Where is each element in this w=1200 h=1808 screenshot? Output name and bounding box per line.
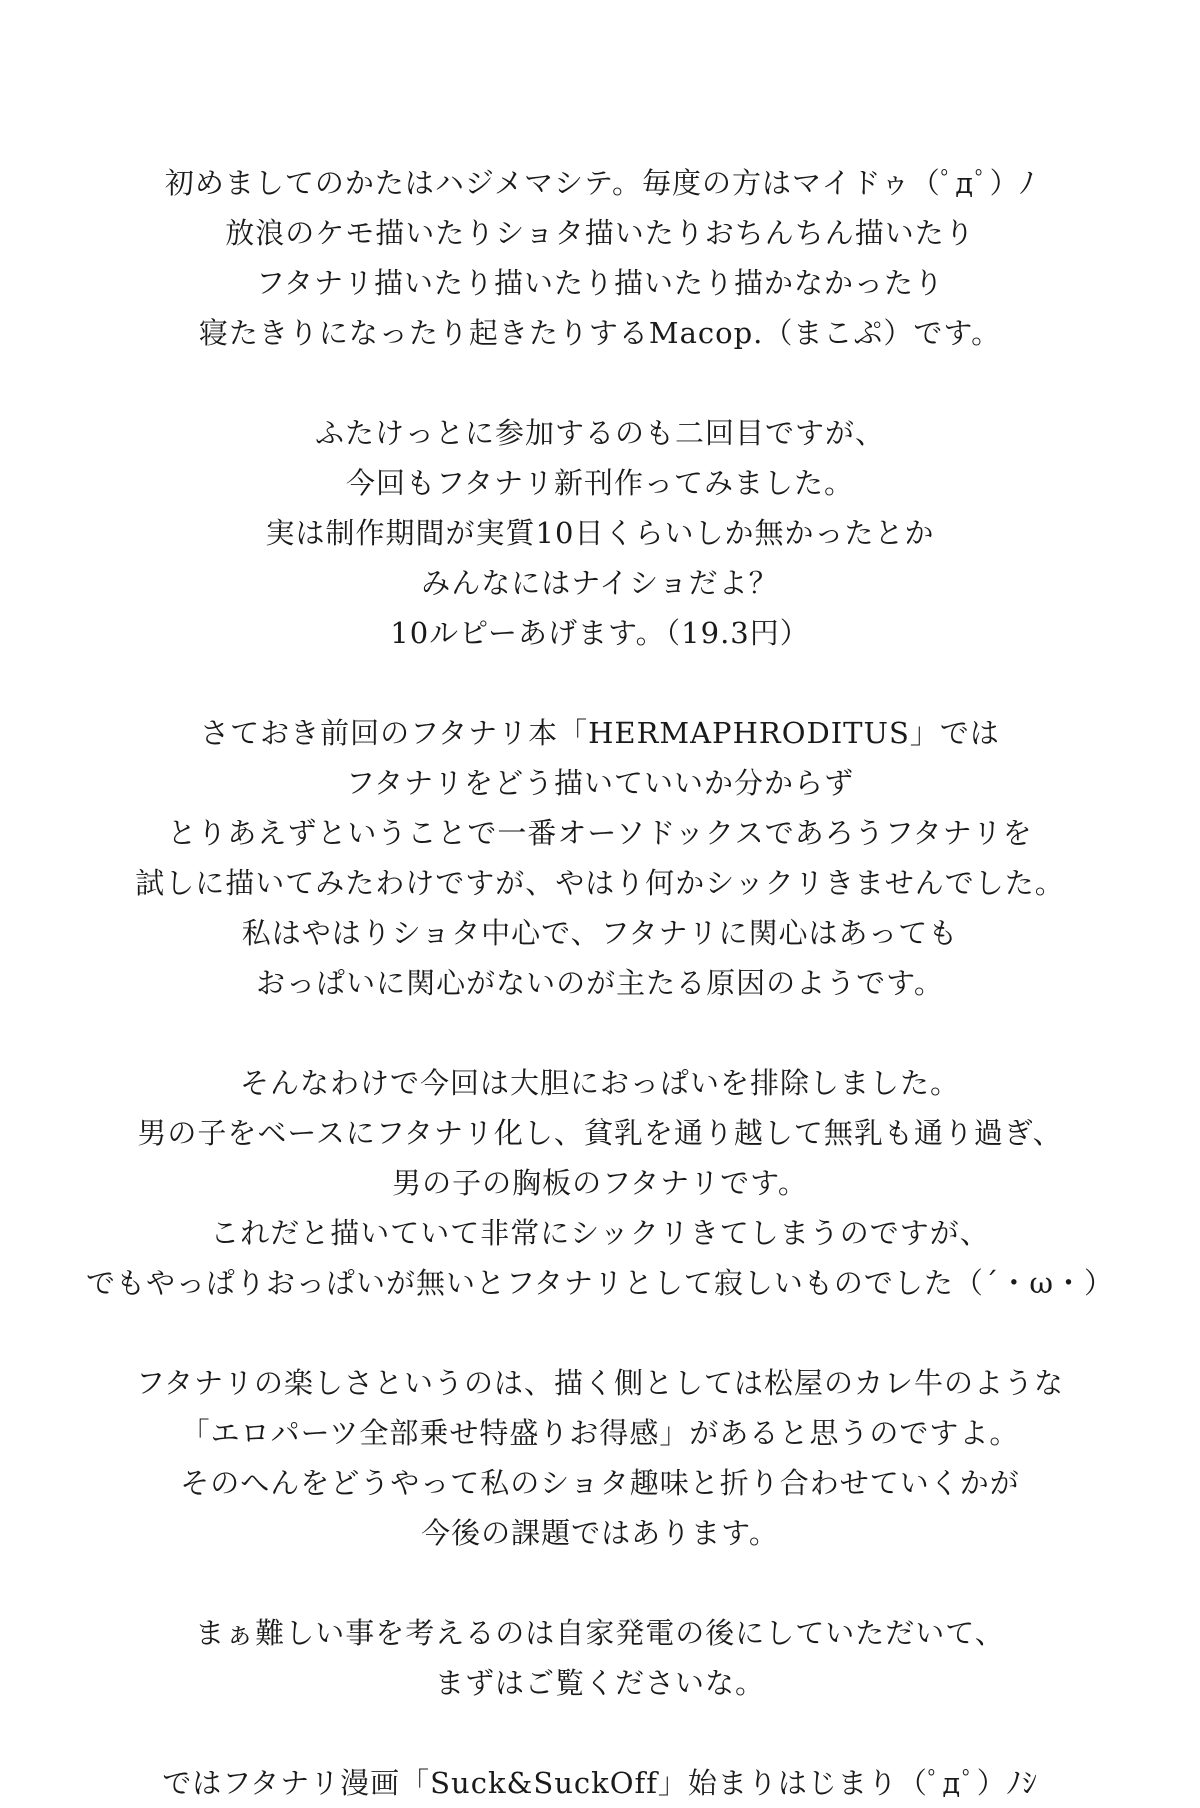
text-line: おっぱいに関心がないのが主たる原因のようです。 [256,966,944,1000]
text-line: フタナリをどう描いていいか分からず [346,766,854,800]
text-line: これだと描いていて非常にシックリきてしまうのですが、 [210,1216,990,1250]
text-line: まずはご覧くださいな。 [434,1666,765,1700]
text-line: そのへんをどうやって私のショタ趣味と折り合わせていくかが [180,1466,1020,1500]
text-line: とりあえずということで一番オーソドックスであろうフタナリを [167,816,1033,850]
text-line: 男の子をベースにフタナリ化し、貧乳を通り越して無乳も通り過ぎ、 [137,1116,1063,1150]
text-line: フタナリ描いたり描いたり描いたり描かなかったり [256,266,944,300]
paragraph-new-book [60,408,1140,658]
text-line: でもやっぱりおっぱいが無いとフタナリとして寂しいものでした（´・ω・） [85,1266,1115,1300]
text-line: 今回もフタナリ新刊作ってみました。 [346,466,854,500]
paragraph-fun [60,1358,1140,1558]
afterword-text [60,158,1140,1808]
text-line: 私はやはりショタ中心で、フタナリに関心はあっても [241,916,959,950]
text-line: 放浪のケモ描いたりショタ描いたりおちんちん描いたり [225,216,975,250]
paragraph-enjoy [60,1608,1140,1708]
paragraph-previous-book [60,708,1140,1008]
text-line: 寝たきりになったり起きたりするMacop.（まこぷ）です。 [198,316,1002,350]
text-line: 10ルピーあげます。（19.3円） [390,616,810,650]
text-line: ではフタナリ漫画「Suck&SuckOff」始まりはじまり（ﾟдﾟ）ﾉｼ [162,1766,1038,1800]
text-line: まぁ難しい事を考えるのは自家発電の後にしていただいて、 [195,1616,1005,1650]
text-line: ふたけっとに参加するのも二回目ですが、 [314,416,885,450]
text-line: 試しに描いてみたわけですが、やはり何かシックリきませんでした。 [135,866,1065,900]
text-line: 男の子の胸板のフタナリです。 [392,1166,808,1200]
paragraph-this-time [60,1058,1140,1308]
text-line: フタナリの楽しさというのは、描く側としては松屋のカレ牛のような [136,1366,1064,1400]
text-line: 実は制作期間が実質10日くらいしか無かったとか [265,516,935,550]
text-line: みんなにはナイショだよ？ [421,566,779,600]
text-line: 「エロパーツ全部乗せ特盛りお得感」があると思うのですよ。 [180,1416,1020,1450]
text-line: 初めましてのかたはハジメマシテ。毎度の方はマイドゥ（ﾟдﾟ）ﾉ [164,166,1036,200]
text-line: さておき前回のフタナリ本「HERMAPHRODITUS」では [200,716,1000,750]
paragraph-start [60,1758,1140,1808]
paragraph-greeting [60,158,1140,358]
text-line: 今後の課題ではあります。 [421,1516,779,1550]
text-line: そんなわけで今回は大胆におっぱいを排除しました。 [239,1066,960,1100]
